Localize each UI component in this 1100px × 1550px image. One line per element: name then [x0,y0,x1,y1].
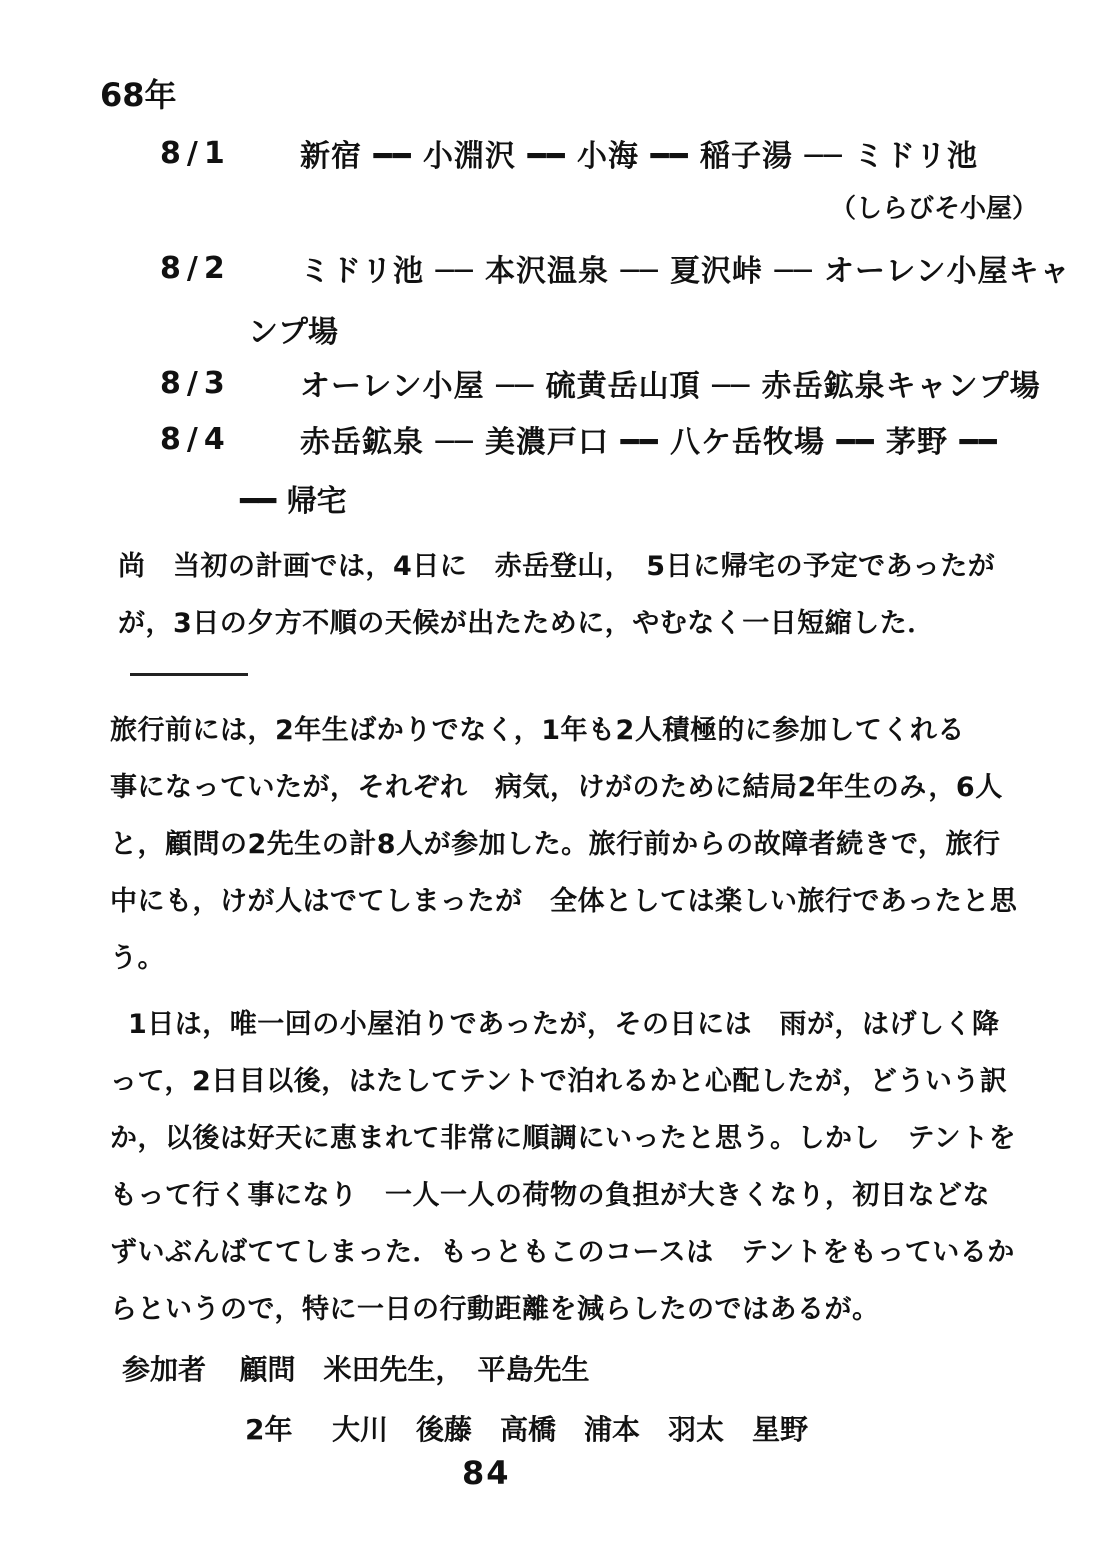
participants-line [122,1348,590,1388]
participants-students-line [245,1408,808,1448]
paragraph-line: う。 [110,943,165,974]
paragraph-line: 尚 当初の計画では，4日に 赤岳登山， 5日に帰宅の予定であったが [118,551,996,582]
paragraph-line: ずいぶんばててしまった．もっともこのコースは テントをもっているか [110,1237,1015,1268]
paragraph-line: 1日は，唯一回の小屋泊りであったが，その日には 雨が，はげしく降 [128,1009,1000,1040]
paragraph-line: 中にも，けが人はでてしまったが 全体としては楽しい旅行であったと思 [110,886,1018,917]
students-names: 大川 後藤 高橋 浦本 羽太 星野 [331,1413,808,1446]
paragraph-line: か，以後は好天に恵まれて非常に順調にいったと思う。しかし テントを [110,1123,1017,1154]
itinerary-route: 新宿 ━━ 小淵沢 ━━ 小海 ━━ 稲子湯 ── ミドリ池 [300,139,979,174]
itinerary-row [160,128,978,178]
itinerary-note: （しらびそ小屋） [830,194,1039,224]
itinerary-date: 8/2 [160,250,231,286]
students-label: 2年 [245,1413,293,1446]
paragraph-line: らというので，特に一日の行動距離を減らしたのではあるが。 [110,1294,880,1325]
itinerary-route: オーレン小屋 ── 硫黄岳山頂 ── 赤岳鉱泉キャンプ場 [300,369,1041,404]
itinerary-route: ミドリ池 ── 本沢温泉 ── 夏沢峠 ── オーレン小屋キャ [300,254,1071,289]
itinerary-continuation: ━━ 帰宅 [240,484,347,519]
itinerary-row [160,358,1041,408]
itinerary-date: 8/1 [160,135,231,171]
itinerary-date: 8/3 [160,365,231,401]
itinerary-date: 8/4 [160,421,231,457]
section-divider [130,673,248,676]
itinerary-continuation: ンプ場 [248,315,338,350]
report-paragraph [110,702,1060,987]
page-number: 84 [462,1454,511,1492]
participants-label: 参加者 [122,1353,207,1386]
itinerary-route: 赤岳鉱泉 ── 美濃戸口 ━━ 八ケ岳牧場 ━━ 茅野 ━━ [300,425,998,460]
year-heading: 68年 [100,76,177,114]
paragraph-line: 旅行前には，2年生ばかりでなく，1年も2人積極的に参加してくれる [110,715,965,746]
weather-paragraph [110,996,1060,1338]
itinerary-row [160,414,998,464]
paragraph-line: と，顧問の2先生の計8人が参加した。旅行前からの故障者続きで，旅行 [110,829,1001,860]
note-paragraph [118,538,1068,652]
paragraph-line: が，3日の夕方不順の天候が出たために，やむなく一日短縮した． [118,608,935,639]
paragraph-line: 事になっていたが，それぞれ 病気，けがのために結局2年生のみ，6人 [110,772,1003,803]
paragraph-line: って，2日目以後，はたしてテントで泊れるかと心配したが，どういう訳 [110,1066,1008,1097]
participants-advisors: 顧問 米田先生， 平島先生 [239,1353,590,1386]
paragraph-line: もって行く事になり 一人一人の荷物の負担が大きくなり，初日などな [110,1180,990,1211]
itinerary-row [160,243,1071,293]
